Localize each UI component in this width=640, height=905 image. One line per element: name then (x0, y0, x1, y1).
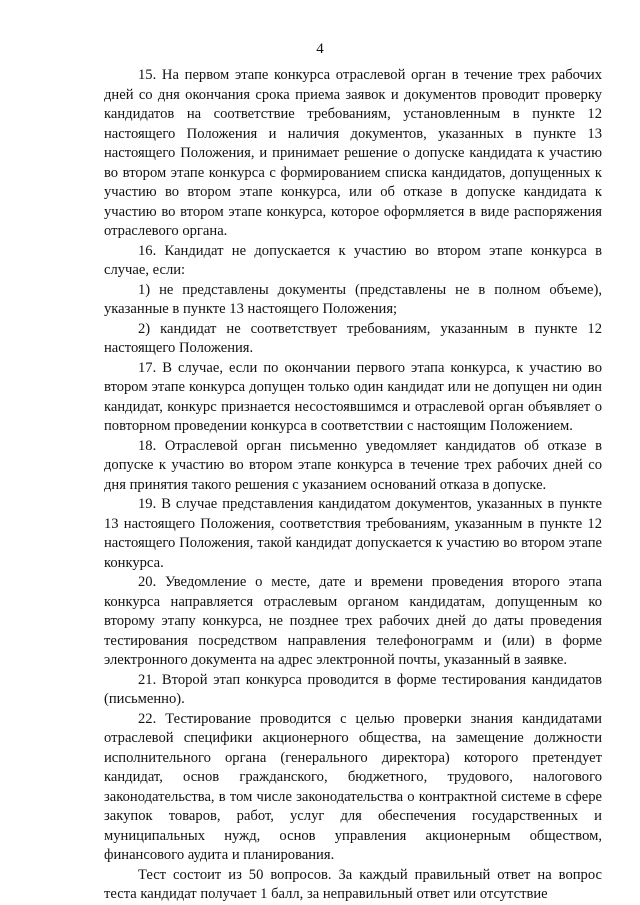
paragraph-17: 17. В случае, если по окончании первого этапа конкурса, к участию во втором этапе конкурса допущен только один кандидат или не допущен ни один кандидат, конкурс признается несостоявшимся и отраслевой орган объявляет о повторном проведении конкурса в соответствии с настоящим Положением. (104, 359, 602, 434)
paragraph-22: 22. Тестирование проводится с целью проверки знания кандидатами отраслевой специфики акционерного общества, на замещение должности исполнительного органа (генерального директора) которого претендует кандидат, основ гражданского, бюджетного, трудового, налогового законодательства, в том числе законодательства о контрактной системе в сфере закупок товаров, работ, услуг для обеспечения государственных и муниципальных нужд, основ управления акционерным обществом, финансового аудита и планирования. (104, 710, 602, 863)
paragraph-16: 16. Кандидат не допускается к участию во втором этапе конкурса в случае, если: (104, 242, 602, 278)
paragraph-16-item-1: 1) не представлены документы (представлены не в полном объеме), указанные в пункте 13 настоящего Положения; (104, 281, 602, 317)
page-number: 4 (316, 41, 324, 57)
paragraph-20: 20. Уведомление о месте, дате и времени проведения второго этапа конкурса направляется отраслевым органом кандидатам, допущенным ко второму этапу конкурса, не позднее трех рабочих дней до даты проведения тестирования посредством направления телефонограмм и (или) в форме электронного документа на адрес электронной почты, указанный в заявке. (104, 574, 602, 668)
paragraph-15: 15. На первом этапе конкурса отраслевой орган в течение трех рабочих дней со дня окончания срока приема заявок и документов проводит проверку кандидатов на соответствие требованиям, установленным в пункте 12 настоящего Положения и наличия документов, указанных в пункте 13 настоящего Положения, и принимает решение о допуске кандидата к участию во втором этапе конкурса с формированием списка кандидатов, допущенных к участию во втором этапе конкурса, или об отказе в допуске кандидата к участию во втором этапе конкурса, которое оформляется в виде распоряжения отраслевого органа. (104, 67, 602, 239)
paragraph-19: 19. В случае представления кандидатом документов, указанных в пункте 13 настоящего Положения, соответствия требованиям, указанным в пункте 12 настоящего Положения, такой кандидат допускается к участию во втором этапе конкурса. (104, 496, 602, 571)
paragraph-test-scoring: Тест состоит из 50 вопросов. За каждый правильный ответ на вопрос теста кандидат получает 1 балл, за неправильный ответ или отсутствие (104, 866, 602, 902)
paragraph-21: 21. Второй этап конкурса проводится в форме тестирования кандидатов (письменно). (104, 671, 602, 707)
paragraph-18: 18. Отраслевой орган письменно уведомляет кандидатов об отказе в допуске к участию во втором этапе конкурса в течение трех рабочих дней со дня принятия такого решения с указанием оснований отказа в допуске. (104, 437, 602, 493)
document-body (104, 66, 602, 905)
paragraph-16-item-2: 2) кандидат не соответствует требованиям, указанным в пункте 12 настоящего Положения. (104, 320, 602, 356)
